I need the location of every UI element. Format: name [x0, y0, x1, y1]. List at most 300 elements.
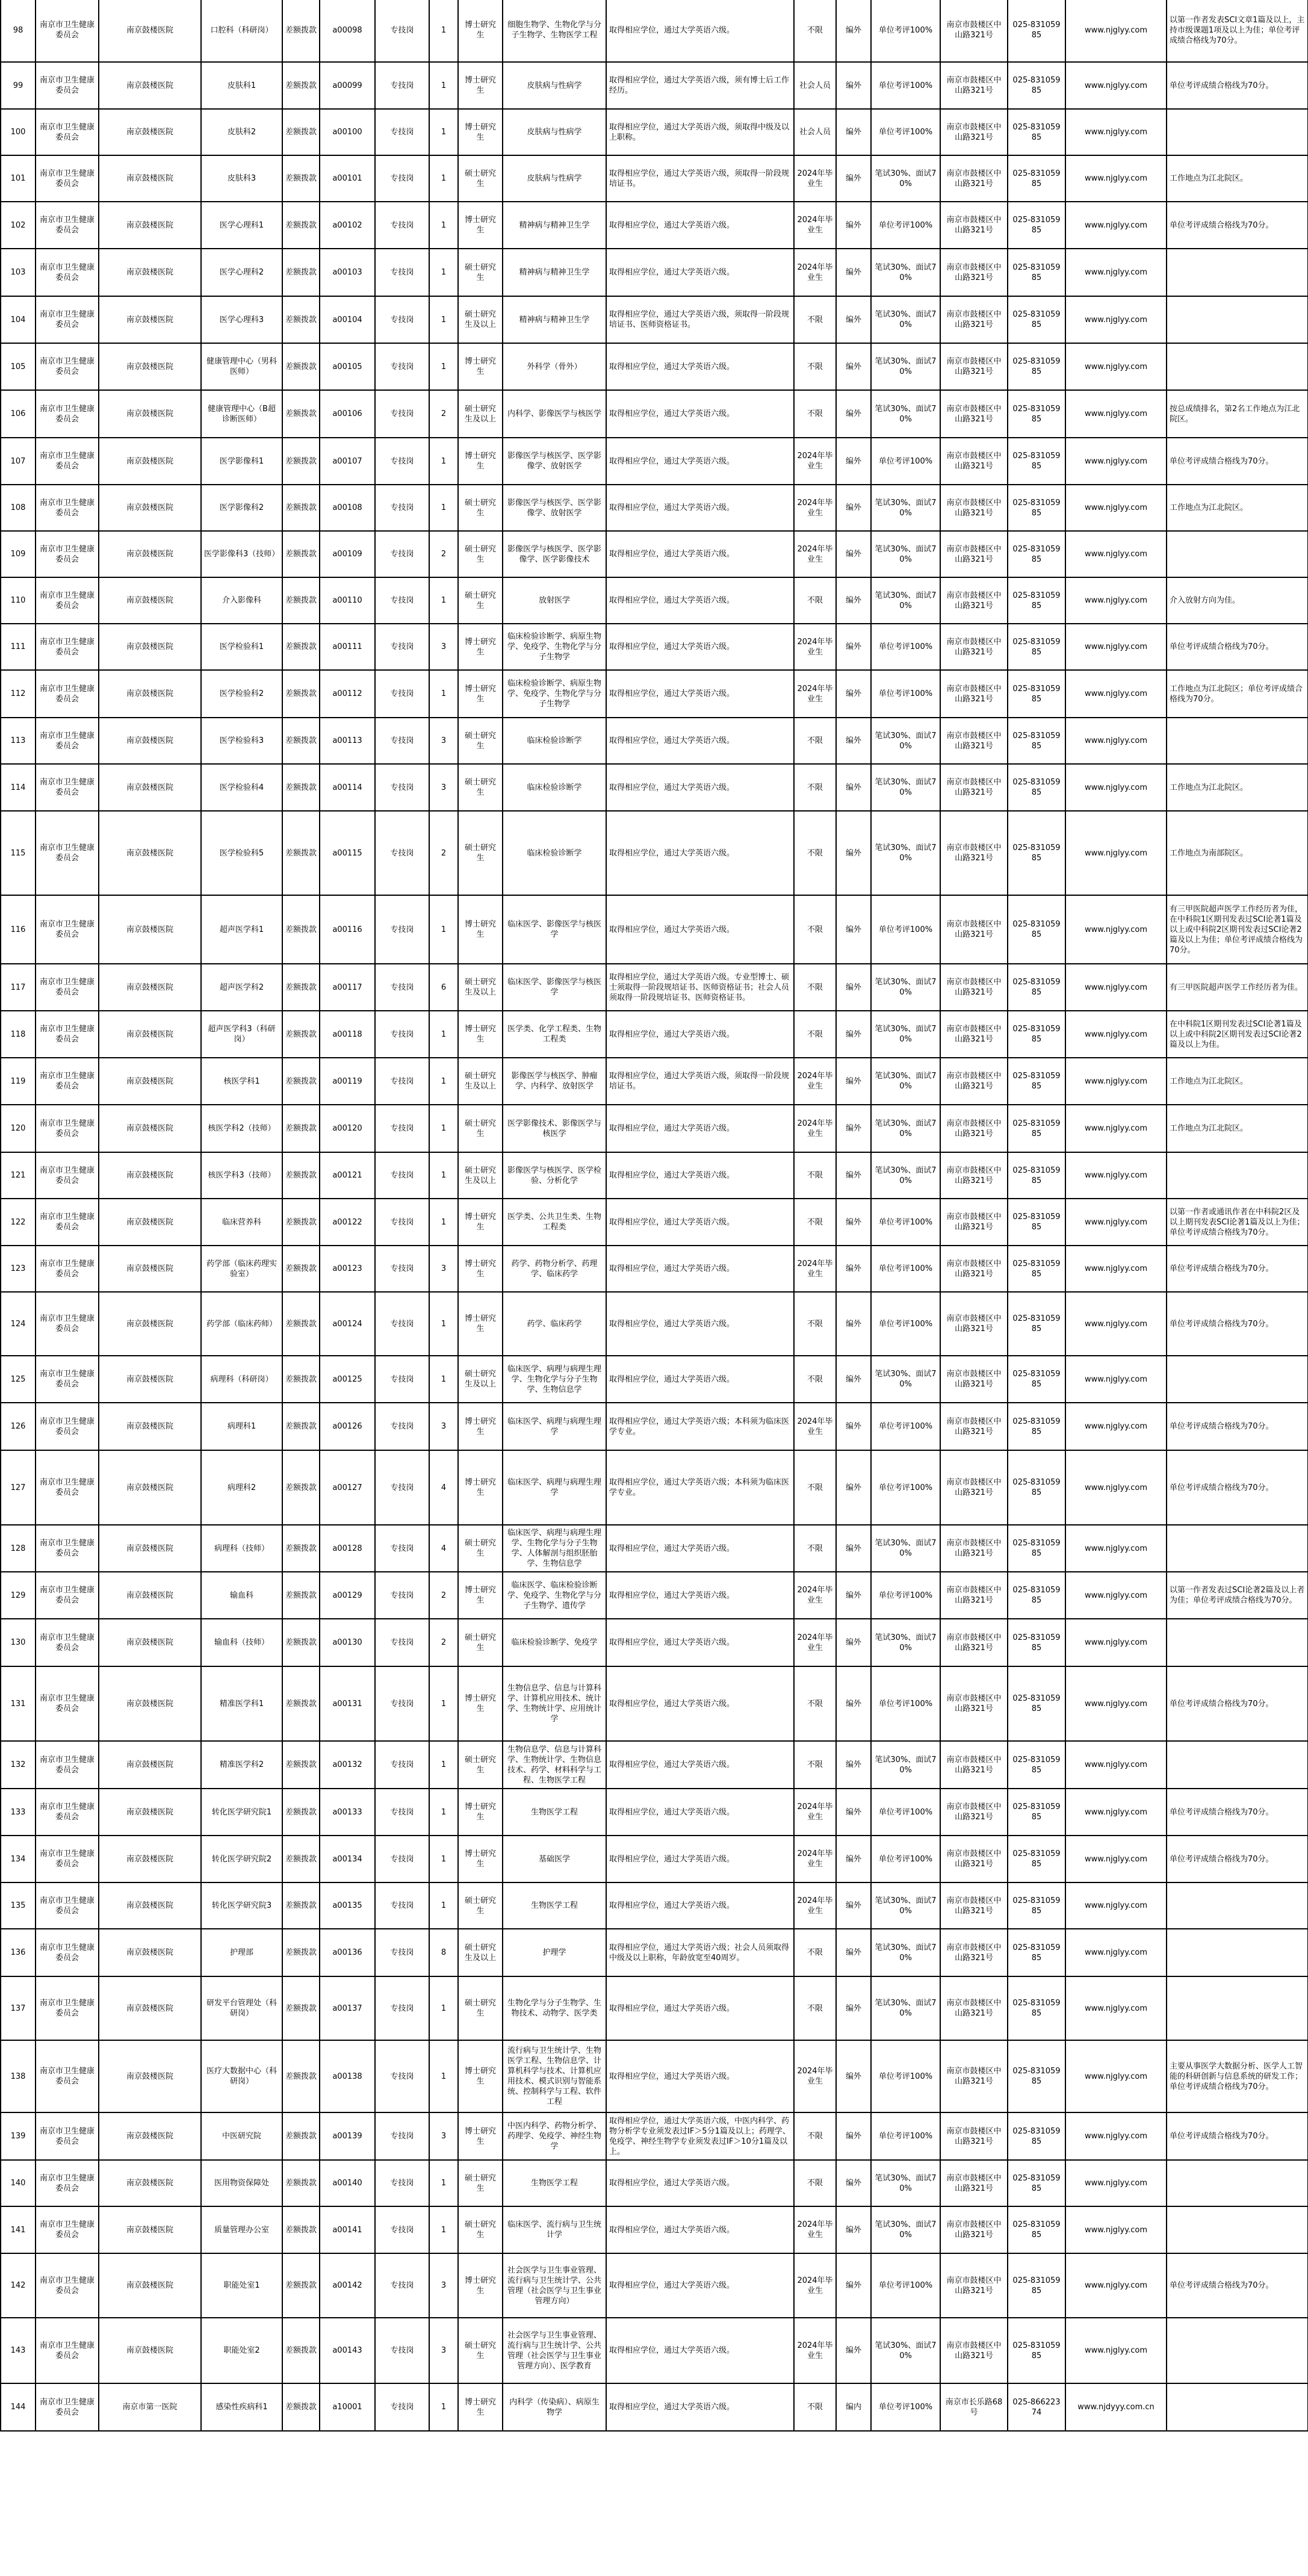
recruit-target-cell: 不限 — [794, 2112, 836, 2160]
address-cell: 南京市鼓楼区中山路321号 — [940, 764, 1008, 811]
education-cell: 硕士研究生 — [458, 249, 503, 296]
headcount-cell: 3 — [429, 2112, 458, 2160]
department-cell: 南京市卫生健康委员会 — [36, 2318, 99, 2383]
recruit-target-cell: 社会人员 — [794, 62, 836, 109]
remarks-cell — [1167, 1929, 1308, 1976]
education-cell: 博士研究生 — [458, 2253, 503, 2318]
address-cell: 南京市鼓楼区中山路321号 — [940, 531, 1008, 577]
address-cell: 南京市鼓楼区中山路321号 — [940, 2253, 1008, 2318]
position-code-cell: a00108 — [320, 485, 375, 531]
position-category-cell: 专技岗 — [375, 1058, 429, 1105]
requirements-cell: 取得相应学位，通过大学英语六级。 — [606, 343, 794, 390]
staffing-type-cell: 编外 — [836, 438, 871, 485]
requirements-cell: 取得相应学位，通过大学英语六级。 — [606, 2318, 794, 2383]
position-name-cell: 输血科（技师） — [201, 1619, 282, 1666]
major-cell: 皮肤病与性病学 — [503, 62, 606, 109]
website-cell: www.njglyy.com — [1065, 1741, 1167, 1789]
remarks-cell: 单位考评成绩合格线为70分。 — [1167, 1789, 1308, 1836]
funding-type-cell: 差额拨款 — [282, 811, 320, 895]
major-cell: 临床检验诊断学 — [503, 764, 606, 811]
requirements-cell: 取得相应学位，通过大学英语六级；本科须为临床医学专业。 — [606, 1403, 794, 1450]
exam-ratio-cell: 单位考评100% — [871, 624, 940, 670]
position-category-cell: 专技岗 — [375, 895, 429, 964]
row-number-cell: 134 — [1, 1836, 36, 1882]
phone-cell: 025-83105985 — [1008, 62, 1065, 109]
table-row — [1, 1789, 1308, 1836]
remarks-cell: 以第一作者发表过SCI论著2篇及以上者为佳；单位考评成绩合格线为70分。 — [1167, 1572, 1308, 1619]
department-cell: 南京市卫生健康委员会 — [36, 624, 99, 670]
headcount-cell: 1 — [429, 1105, 458, 1152]
position-name-cell: 病理科（技师） — [201, 1525, 282, 1572]
phone-cell: 025-83105985 — [1008, 202, 1065, 249]
remarks-cell: 单位考评成绩合格线为70分。 — [1167, 2253, 1308, 2318]
table-row — [1, 577, 1308, 624]
department-cell: 南京市卫生健康委员会 — [36, 1356, 99, 1403]
position-category-cell: 专技岗 — [375, 1666, 429, 1741]
remarks-cell — [1167, 2318, 1308, 2383]
department-cell: 南京市卫生健康委员会 — [36, 1572, 99, 1619]
education-cell: 博士研究生 — [458, 1572, 503, 1619]
major-cell: 临床医学、病理与病理生理学 — [503, 1403, 606, 1450]
phone-cell: 025-83105985 — [1008, 485, 1065, 531]
recruit-target-cell: 不限 — [794, 2160, 836, 2206]
position-code-cell: a00112 — [320, 670, 375, 718]
funding-type-cell: 差额拨款 — [282, 390, 320, 438]
position-code-cell: a00121 — [320, 1152, 375, 1199]
website-cell: www.njglyy.com — [1065, 249, 1167, 296]
table-row — [1, 895, 1308, 964]
table-row — [1, 390, 1308, 438]
table-row — [1, 1450, 1308, 1525]
recruit-target-cell: 2024年毕业生 — [794, 1246, 836, 1292]
requirements-cell: 取得相应学位，通过大学英语六级。 — [606, 1246, 794, 1292]
row-number-cell: 114 — [1, 764, 36, 811]
major-cell: 基础医学 — [503, 1836, 606, 1882]
remarks-cell: 单位考评成绩合格线为70分。 — [1167, 1836, 1308, 1882]
education-cell: 博士研究生 — [458, 1199, 503, 1246]
website-cell: www.njglyy.com — [1065, 2318, 1167, 2383]
position-name-cell: 医学检验科3 — [201, 718, 282, 764]
headcount-cell: 6 — [429, 964, 458, 1011]
hiring-unit-cell: 南京鼓楼医院 — [99, 1741, 201, 1789]
phone-cell: 025-83105985 — [1008, 1152, 1065, 1199]
remarks-cell — [1167, 1356, 1308, 1403]
position-name-cell: 病理科1 — [201, 1403, 282, 1450]
website-cell: www.njglyy.com — [1065, 718, 1167, 764]
hiring-unit-cell: 南京鼓楼医院 — [99, 62, 201, 109]
position-category-cell: 专技岗 — [375, 485, 429, 531]
hiring-unit-cell: 南京鼓楼医院 — [99, 1105, 201, 1152]
position-code-cell: a00127 — [320, 1450, 375, 1525]
row-number-cell: 115 — [1, 811, 36, 895]
position-name-cell: 医学心理科1 — [201, 202, 282, 249]
recruit-target-cell: 2024年毕业生 — [794, 2040, 836, 2112]
exam-ratio-cell: 单位考评100% — [871, 670, 940, 718]
recruit-target-cell: 2024年毕业生 — [794, 1836, 836, 1882]
remarks-cell: 介入放射方向为佳。 — [1167, 577, 1308, 624]
recruit-target-cell: 2024年毕业生 — [794, 2206, 836, 2253]
position-category-cell: 专技岗 — [375, 1011, 429, 1058]
position-category-cell: 专技岗 — [375, 2112, 429, 2160]
department-cell: 南京市卫生健康委员会 — [36, 109, 99, 155]
recruit-target-cell: 不限 — [794, 1199, 836, 1246]
exam-ratio-cell: 笔试30%、面试70% — [871, 531, 940, 577]
hiring-unit-cell: 南京鼓楼医院 — [99, 577, 201, 624]
position-code-cell: a00134 — [320, 1836, 375, 1882]
headcount-cell: 1 — [429, 485, 458, 531]
row-number-cell: 132 — [1, 1741, 36, 1789]
staffing-type-cell: 编外 — [836, 390, 871, 438]
remarks-cell: 按总成绩排名，第2名工作地点为江北院区。 — [1167, 390, 1308, 438]
recruit-target-cell: 不限 — [794, 811, 836, 895]
major-cell: 细胞生物学、生物化学与分子生物学、生物医学工程 — [503, 0, 606, 62]
remarks-cell — [1167, 2206, 1308, 2253]
requirements-cell: 取得相应学位，通过大学英语六级。 — [606, 895, 794, 964]
website-cell: www.njglyy.com — [1065, 1011, 1167, 1058]
funding-type-cell: 差额拨款 — [282, 1199, 320, 1246]
exam-ratio-cell: 笔试30%、面试70% — [871, 1929, 940, 1976]
position-name-cell: 中医研究院 — [201, 2112, 282, 2160]
department-cell: 南京市卫生健康委员会 — [36, 1882, 99, 1929]
recruit-target-cell: 2024年毕业生 — [794, 1882, 836, 1929]
headcount-cell: 1 — [429, 1011, 458, 1058]
headcount-cell: 1 — [429, 0, 458, 62]
recruit-target-cell: 不限 — [794, 1666, 836, 1741]
hiring-unit-cell: 南京鼓楼医院 — [99, 964, 201, 1011]
website-cell: www.njglyy.com — [1065, 624, 1167, 670]
funding-type-cell: 差额拨款 — [282, 718, 320, 764]
website-cell: www.njglyy.com — [1065, 764, 1167, 811]
department-cell: 南京市卫生健康委员会 — [36, 485, 99, 531]
headcount-cell: 3 — [429, 2318, 458, 2383]
staffing-type-cell: 编外 — [836, 670, 871, 718]
hiring-unit-cell: 南京鼓楼医院 — [99, 1525, 201, 1572]
headcount-cell: 3 — [429, 1403, 458, 1450]
remarks-cell: 工作地点为江北院区；单位考评成绩合格线为70分。 — [1167, 670, 1308, 718]
position-code-cell: a00139 — [320, 2112, 375, 2160]
department-cell: 南京市卫生健康委员会 — [36, 1789, 99, 1836]
position-code-cell: a00120 — [320, 1105, 375, 1152]
phone-cell: 025-83105985 — [1008, 390, 1065, 438]
funding-type-cell: 差额拨款 — [282, 1058, 320, 1105]
hiring-unit-cell: 南京鼓楼医院 — [99, 1789, 201, 1836]
education-cell: 硕士研究生及以上 — [458, 964, 503, 1011]
table-row — [1, 1741, 1308, 1789]
funding-type-cell: 差额拨款 — [282, 964, 320, 1011]
requirements-cell: 取得相应学位，通过大学英语六级。 — [606, 2160, 794, 2206]
department-cell: 南京市卫生健康委员会 — [36, 202, 99, 249]
website-cell: www.njglyy.com — [1065, 296, 1167, 343]
address-cell: 南京市鼓楼区中山路321号 — [940, 155, 1008, 202]
hiring-unit-cell: 南京鼓楼医院 — [99, 1199, 201, 1246]
education-cell: 博士研究生 — [458, 1450, 503, 1525]
row-number-cell: 119 — [1, 1058, 36, 1105]
recruit-target-cell: 2024年毕业生 — [794, 2318, 836, 2383]
position-code-cell: a00130 — [320, 1619, 375, 1666]
position-category-cell: 专技岗 — [375, 1105, 429, 1152]
row-number-cell: 126 — [1, 1403, 36, 1450]
staffing-type-cell: 编外 — [836, 895, 871, 964]
requirements-cell: 取得相应学位，通过大学英语六级。 — [606, 1572, 794, 1619]
row-number-cell: 136 — [1, 1929, 36, 1976]
staffing-type-cell: 编外 — [836, 2040, 871, 2112]
department-cell: 南京市卫生健康委员会 — [36, 1619, 99, 1666]
position-category-cell: 专技岗 — [375, 249, 429, 296]
major-cell: 临床检验诊断学、免疫学 — [503, 1619, 606, 1666]
row-number-cell: 137 — [1, 1976, 36, 2040]
major-cell: 影像医学与核医学、医学影像学、医学影像技术 — [503, 531, 606, 577]
department-cell: 南京市卫生健康委员会 — [36, 811, 99, 895]
staffing-type-cell: 编外 — [836, 1403, 871, 1450]
website-cell: www.njglyy.com — [1065, 343, 1167, 390]
recruit-target-cell: 不限 — [794, 2383, 836, 2431]
address-cell: 南京市鼓楼区中山路321号 — [940, 1882, 1008, 1929]
table-row — [1, 485, 1308, 531]
department-cell: 南京市卫生健康委员会 — [36, 670, 99, 718]
funding-type-cell: 差额拨款 — [282, 1292, 320, 1356]
hiring-unit-cell: 南京鼓楼医院 — [99, 1292, 201, 1356]
phone-cell: 025-86622374 — [1008, 2383, 1065, 2431]
position-name-cell: 转化医学研究院1 — [201, 1789, 282, 1836]
exam-ratio-cell: 笔试30%、面试70% — [871, 1011, 940, 1058]
position-code-cell: a00124 — [320, 1292, 375, 1356]
funding-type-cell: 差额拨款 — [282, 2253, 320, 2318]
table-row — [1, 2253, 1308, 2318]
position-code-cell: a00103 — [320, 249, 375, 296]
remarks-cell: 单位考评成绩合格线为70分。 — [1167, 1292, 1308, 1356]
headcount-cell: 1 — [429, 62, 458, 109]
staffing-type-cell: 编外 — [836, 249, 871, 296]
recruit-target-cell: 2024年毕业生 — [794, 2253, 836, 2318]
staffing-type-cell: 编外 — [836, 718, 871, 764]
website-cell: www.njdyyy.com.cn — [1065, 2383, 1167, 2431]
requirements-cell: 取得相应学位，通过大学英语六级，须取得一阶段规培证书、医师资格证书。 — [606, 296, 794, 343]
major-cell: 临床医学、流行病与卫生统计学 — [503, 2206, 606, 2253]
position-code-cell: a00135 — [320, 1882, 375, 1929]
requirements-cell: 取得相应学位，通过大学英语六级。 — [606, 1011, 794, 1058]
department-cell: 南京市卫生健康委员会 — [36, 577, 99, 624]
row-number-cell: 140 — [1, 2160, 36, 2206]
staffing-type-cell: 编外 — [836, 1292, 871, 1356]
table-row — [1, 1882, 1308, 1929]
requirements-cell: 取得相应学位，通过大学英语六级。 — [606, 1619, 794, 1666]
recruit-target-cell: 2024年毕业生 — [794, 1572, 836, 1619]
position-category-cell: 专技岗 — [375, 1450, 429, 1525]
department-cell: 南京市卫生健康委员会 — [36, 62, 99, 109]
website-cell: www.njglyy.com — [1065, 1882, 1167, 1929]
major-cell: 放射医学 — [503, 577, 606, 624]
exam-ratio-cell: 笔试30%、面试70% — [871, 764, 940, 811]
staffing-type-cell: 编外 — [836, 296, 871, 343]
exam-ratio-cell: 笔试30%、面试70% — [871, 1525, 940, 1572]
requirements-cell: 取得相应学位，通过大学英语六级；社会人员须取得中级及以上职称，年龄放宽至40周岁。 — [606, 1929, 794, 1976]
position-category-cell: 专技岗 — [375, 109, 429, 155]
position-code-cell: a00111 — [320, 624, 375, 670]
department-cell: 南京市卫生健康委员会 — [36, 2253, 99, 2318]
position-name-cell: 临床营养科 — [201, 1199, 282, 1246]
position-category-cell: 专技岗 — [375, 624, 429, 670]
headcount-cell: 1 — [429, 296, 458, 343]
row-number-cell: 109 — [1, 531, 36, 577]
headcount-cell: 3 — [429, 624, 458, 670]
requirements-cell: 取得相应学位，通过大学英语六级。 — [606, 1292, 794, 1356]
requirements-cell: 取得相应学位，通过大学英语六级。 — [606, 1152, 794, 1199]
address-cell: 南京市鼓楼区中山路321号 — [940, 1525, 1008, 1572]
department-cell: 南京市卫生健康委员会 — [36, 1011, 99, 1058]
recruit-target-cell: 2024年毕业生 — [794, 155, 836, 202]
funding-type-cell: 差额拨款 — [282, 202, 320, 249]
website-cell: www.njglyy.com — [1065, 531, 1167, 577]
phone-cell: 025-83105985 — [1008, 1199, 1065, 1246]
address-cell: 南京市鼓楼区中山路321号 — [940, 1619, 1008, 1666]
exam-ratio-cell: 笔试30%、面试70% — [871, 2160, 940, 2206]
headcount-cell: 1 — [429, 2206, 458, 2253]
major-cell: 药学、临床药学 — [503, 1292, 606, 1356]
education-cell: 博士研究生 — [458, 0, 503, 62]
remarks-cell — [1167, 1741, 1308, 1789]
address-cell: 南京市鼓楼区中山路321号 — [940, 202, 1008, 249]
position-code-cell: a00131 — [320, 1666, 375, 1741]
staffing-type-cell: 编外 — [836, 1666, 871, 1741]
headcount-cell: 2 — [429, 811, 458, 895]
exam-ratio-cell: 笔试30%、面试70% — [871, 1976, 940, 2040]
exam-ratio-cell: 单位考评100% — [871, 109, 940, 155]
funding-type-cell: 差额拨款 — [282, 343, 320, 390]
headcount-cell: 2 — [429, 531, 458, 577]
website-cell: www.njglyy.com — [1065, 1836, 1167, 1882]
table-row — [1, 718, 1308, 764]
position-category-cell: 专技岗 — [375, 296, 429, 343]
staffing-type-cell: 编外 — [836, 1882, 871, 1929]
department-cell: 南京市卫生健康委员会 — [36, 0, 99, 62]
remarks-cell — [1167, 296, 1308, 343]
staffing-type-cell: 编外 — [836, 2160, 871, 2206]
website-cell: www.njglyy.com — [1065, 964, 1167, 1011]
position-code-cell: a00113 — [320, 718, 375, 764]
hiring-unit-cell: 南京鼓楼医院 — [99, 2253, 201, 2318]
row-number-cell: 123 — [1, 1246, 36, 1292]
recruit-target-cell: 不限 — [794, 1356, 836, 1403]
table-row — [1, 1292, 1308, 1356]
funding-type-cell: 差额拨款 — [282, 1789, 320, 1836]
address-cell: 南京市鼓楼区中山路321号 — [940, 2318, 1008, 2383]
exam-ratio-cell: 单位考评100% — [871, 2253, 940, 2318]
recruit-target-cell: 不限 — [794, 1292, 836, 1356]
education-cell: 博士研究生 — [458, 2383, 503, 2431]
headcount-cell: 1 — [429, 1882, 458, 1929]
row-number-cell: 111 — [1, 624, 36, 670]
department-cell: 南京市卫生健康委员会 — [36, 2160, 99, 2206]
hiring-unit-cell: 南京鼓楼医院 — [99, 296, 201, 343]
major-cell: 医学类、公共卫生类、生物工程类 — [503, 1199, 606, 1246]
major-cell: 护理学 — [503, 1929, 606, 1976]
position-code-cell: a00109 — [320, 531, 375, 577]
remarks-cell: 以第一作者发表SCI文章1篇及以上，主持市级课题1项及以上为佳；单位考评成绩合格线为70分。 — [1167, 0, 1308, 62]
row-number-cell: 138 — [1, 2040, 36, 2112]
hiring-unit-cell: 南京鼓楼医院 — [99, 1882, 201, 1929]
table-row — [1, 2383, 1308, 2431]
position-code-cell: a00136 — [320, 1929, 375, 1976]
position-name-cell: 皮肤科3 — [201, 155, 282, 202]
education-cell: 硕士研究生及以上 — [458, 1058, 503, 1105]
position-name-cell: 口腔科（科研岗） — [201, 0, 282, 62]
position-code-cell: a00129 — [320, 1572, 375, 1619]
position-code-cell: a00114 — [320, 764, 375, 811]
department-cell: 南京市卫生健康委员会 — [36, 2206, 99, 2253]
table-row — [1, 109, 1308, 155]
department-cell: 南京市卫生健康委员会 — [36, 531, 99, 577]
major-cell: 临床医学、病理与病理生理学、生物化学与分子生物学、人体解剖与组织胚胎学、生物信息学 — [503, 1525, 606, 1572]
staffing-type-cell: 编外 — [836, 1152, 871, 1199]
major-cell: 内科学（传染病）、病原生物学 — [503, 2383, 606, 2431]
headcount-cell: 3 — [429, 718, 458, 764]
exam-ratio-cell: 笔试30%、面试70% — [871, 577, 940, 624]
education-cell: 博士研究生 — [458, 1666, 503, 1741]
row-number-cell: 144 — [1, 2383, 36, 2431]
education-cell: 硕士研究生及以上 — [458, 1356, 503, 1403]
education-cell: 硕士研究生及以上 — [458, 1929, 503, 1976]
position-category-cell: 专技岗 — [375, 1246, 429, 1292]
row-number-cell: 128 — [1, 1525, 36, 1572]
table-row — [1, 62, 1308, 109]
website-cell: www.njglyy.com — [1065, 2160, 1167, 2206]
position-category-cell: 专技岗 — [375, 964, 429, 1011]
position-code-cell: a00119 — [320, 1058, 375, 1105]
table-row — [1, 2206, 1308, 2253]
recruit-target-cell: 不限 — [794, 1929, 836, 1976]
table-row — [1, 1105, 1308, 1152]
recruit-target-cell: 不限 — [794, 1976, 836, 2040]
requirements-cell: 取得相应学位，通过大学英语六级。 — [606, 1105, 794, 1152]
position-code-cell: a00100 — [320, 109, 375, 155]
remarks-cell: 单位考评成绩合格线为70分。 — [1167, 202, 1308, 249]
headcount-cell: 1 — [429, 2160, 458, 2206]
position-category-cell: 专技岗 — [375, 1525, 429, 1572]
website-cell: www.njglyy.com — [1065, 670, 1167, 718]
remarks-cell — [1167, 1882, 1308, 1929]
website-cell: www.njglyy.com — [1065, 390, 1167, 438]
address-cell: 南京市鼓楼区中山路321号 — [940, 1356, 1008, 1403]
staffing-type-cell: 编外 — [836, 1836, 871, 1882]
row-number-cell: 129 — [1, 1572, 36, 1619]
funding-type-cell: 差额拨款 — [282, 109, 320, 155]
major-cell: 精神病与精神卫生学 — [503, 296, 606, 343]
hiring-unit-cell: 南京鼓楼医院 — [99, 670, 201, 718]
position-name-cell: 皮肤科1 — [201, 62, 282, 109]
website-cell: www.njglyy.com — [1065, 1058, 1167, 1105]
department-cell: 南京市卫生健康委员会 — [36, 438, 99, 485]
phone-cell: 025-83105985 — [1008, 2253, 1065, 2318]
funding-type-cell: 差额拨款 — [282, 249, 320, 296]
exam-ratio-cell: 笔试30%、面试70% — [871, 485, 940, 531]
funding-type-cell: 差额拨款 — [282, 1011, 320, 1058]
website-cell: www.njglyy.com — [1065, 577, 1167, 624]
website-cell: www.njglyy.com — [1065, 62, 1167, 109]
hiring-unit-cell: 南京鼓楼医院 — [99, 1450, 201, 1525]
hiring-unit-cell: 南京鼓楼医院 — [99, 1403, 201, 1450]
position-code-cell: a00128 — [320, 1525, 375, 1572]
major-cell: 药学、药物分析学、药理学、临床药学 — [503, 1246, 606, 1292]
table-row — [1, 670, 1308, 718]
table-row — [1, 0, 1308, 62]
exam-ratio-cell: 单位考评100% — [871, 1450, 940, 1525]
row-number-cell: 99 — [1, 62, 36, 109]
remarks-cell — [1167, 1619, 1308, 1666]
position-name-cell: 转化医学研究院3 — [201, 1882, 282, 1929]
position-category-cell: 专技岗 — [375, 2160, 429, 2206]
recruit-target-cell: 不限 — [794, 296, 836, 343]
website-cell: www.njglyy.com — [1065, 0, 1167, 62]
